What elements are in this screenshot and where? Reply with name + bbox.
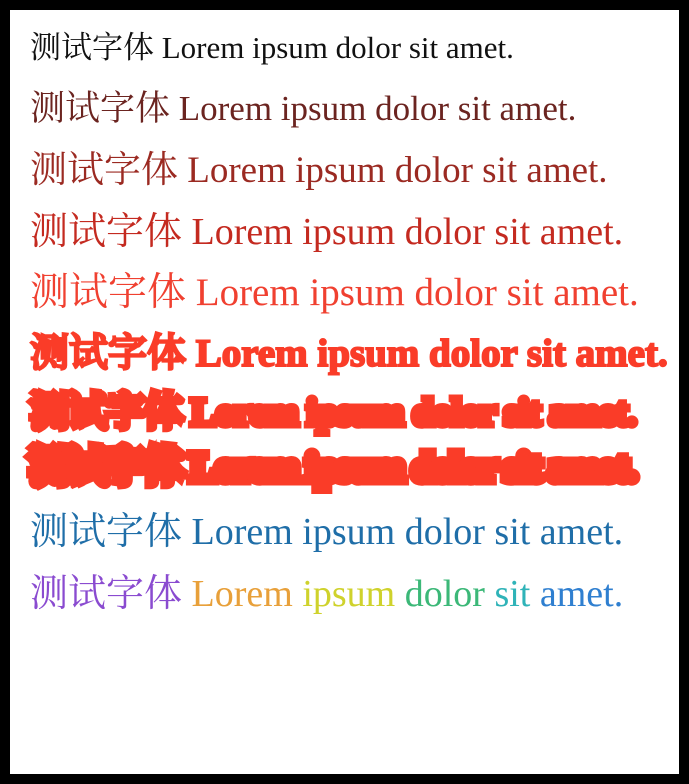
gradient-segment-5 xyxy=(395,573,405,615)
gradient-segment-2: Lorem xyxy=(191,573,293,615)
text-sample-row-9: 测试字体 Lorem ipsum dolor sit amet. xyxy=(30,511,624,553)
gradient-segment-4: ipsum xyxy=(302,573,396,615)
text-sample-row-8: 测试字体 Lorem ipsum dolor sit amet. xyxy=(30,446,636,489)
text-sample-row-10-gradient xyxy=(10,575,679,613)
text-sample-row-1: 测试字体 Lorem ipsum dolor sit amet. xyxy=(30,30,514,65)
text-sample-row-5: 测试字体 Lorem ipsum dolor sit amet. xyxy=(30,271,639,314)
gradient-segment-6: dolor xyxy=(404,573,485,615)
gradient-segment-8: sit xyxy=(494,573,531,615)
text-sample-row-3: 测试字体 Lorem ipsum dolor sit amet. xyxy=(30,150,608,191)
gradient-segment-1 xyxy=(182,573,192,615)
gradient-segment-10: amet. xyxy=(539,573,624,615)
text-sample-row-4: 测试字体 Lorem ipsum dolor sit amet. xyxy=(30,211,624,253)
text-sample-row-2: 测试字体 Lorem ipsum dolor sit amet. xyxy=(30,89,577,128)
text-sample-row-6: 测试字体 Lorem ipsum dolor sit amet. xyxy=(30,332,668,375)
text-sample-canvas xyxy=(10,10,679,774)
gradient-segment-7 xyxy=(485,573,495,615)
gradient-segment-3 xyxy=(293,573,303,615)
gradient-segment-0: 测试字体 xyxy=(30,573,183,615)
text-sample-row-7: 测试字体 Lorem ipsum dolor sit amet. xyxy=(30,391,636,434)
gradient-segment-9 xyxy=(530,573,540,615)
